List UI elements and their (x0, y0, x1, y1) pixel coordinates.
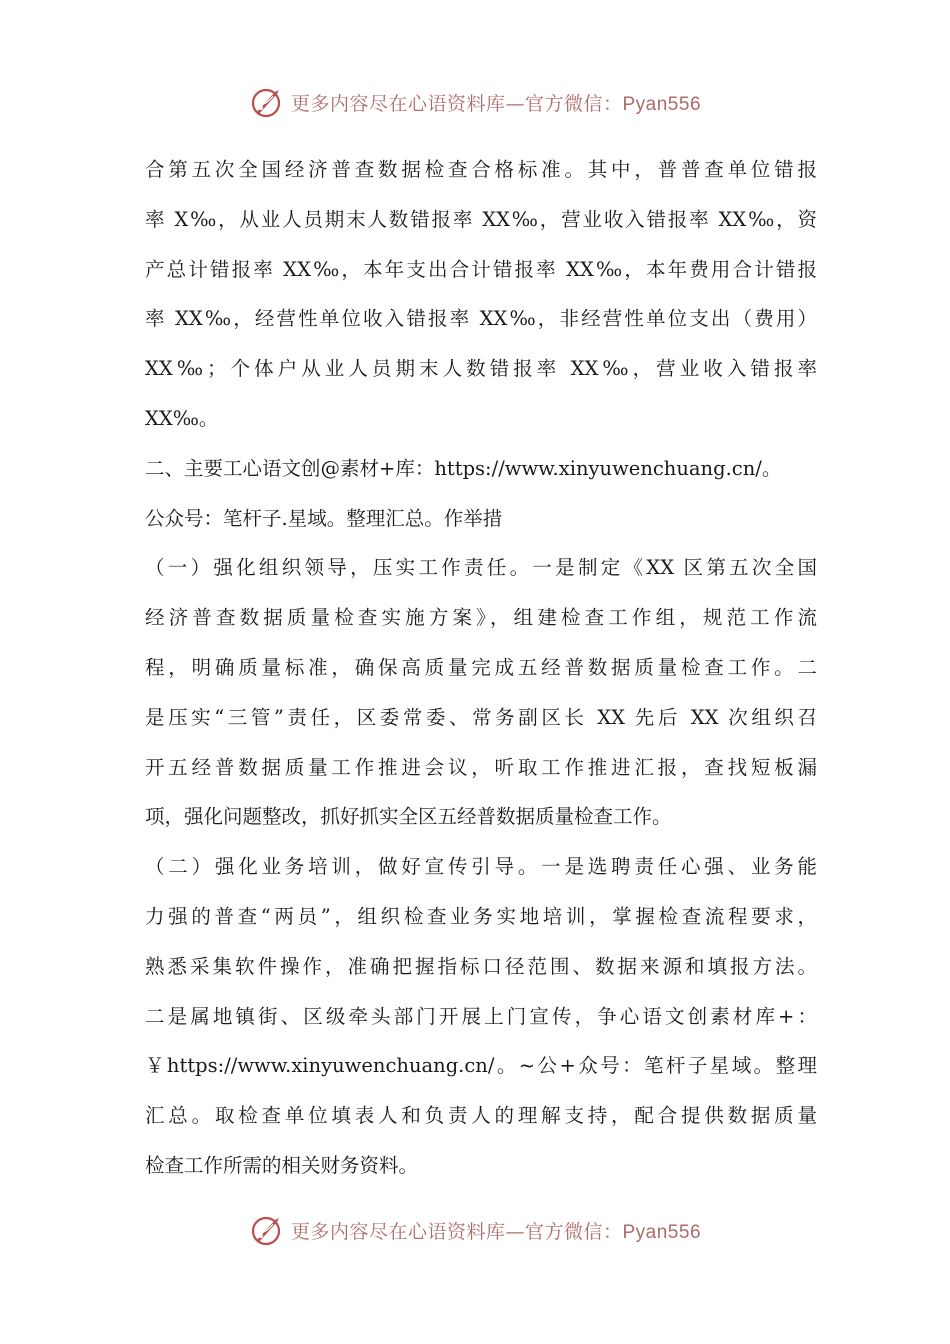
body-line: 熟悉采集软件操作，准确把握指标口径范围、数据来源和填报方法。 (145, 954, 817, 978)
body-line: 合第五次全国经济普查数据检查合格标准。其中，普普查单位错报 (145, 158, 817, 181)
header-banner-text: 更多内容尽在心语资料库—官方微信：Pyan556 (290, 92, 702, 115)
body-line: 项，强化问题整改，抓好抓实全区五经普数据质量检查工作。 (145, 805, 672, 829)
quill-pen-seal-icon (249, 1212, 285, 1248)
body-line: ￥https://www.xinyuwenchuang.cn/。~公+众号：笔杆子星域。整理 (145, 1054, 817, 1078)
document-body (145, 145, 817, 1191)
quill-pen-seal-icon (249, 84, 285, 120)
body-line: 二、主要工心语文创@素材+库：https://www.xinyuwenchuang.cn/。 (145, 456, 782, 480)
body-line: 率 X‰，从业人员期末人数错报率 XX‰，营业收入错报率 XX‰，资 (145, 207, 817, 231)
footer-banner (0, 1208, 950, 1252)
header-banner (0, 80, 950, 124)
body-line: 汇总。取检查单位填表人和负责人的理解支持，配合提供数据质量 (145, 1104, 817, 1128)
body-line: 力强的普查“两员”，组织检查业务实地培训，掌握检查流程要求， (145, 904, 817, 928)
body-line: XX‰；个体户从业人员期末人数错报率 XX‰，营业收入错报率 (145, 357, 817, 381)
body-line: （二）强化业务培训，做好宣传引导。一是选聘责任心强、业务能 (145, 855, 817, 879)
footer-banner-text: 更多内容尽在心语资料库—官方微信：Pyan556 (290, 1220, 702, 1243)
body-line: 二是属地镇街、区级牵头部门开展上门宣传，争心语文创素材库+： (145, 1004, 817, 1028)
body-line: 程，明确质量标准，确保高质量完成五经普数据质量检查工作。二 (145, 655, 817, 679)
body-line: XX‰。 (145, 406, 219, 430)
body-line: 开五经普数据质量工作推进会议，听取工作推进汇报，查找短板漏 (145, 755, 817, 779)
body-line: 经济普查数据质量检查实施方案》，组建检查工作组，规范工作流 (145, 606, 817, 630)
body-line: 率 XX‰，经营性单位收入错报率 XX‰，非经营性单位支出（费用） (145, 307, 817, 331)
body-line: 是压实“三管”责任，区委常委、常务副区长 XX 先后 XX 次组织召 (145, 705, 817, 729)
body-line: 产总计错报率 XX‰，本年支出合计错报率 XX‰，本年费用合计错报 (145, 257, 817, 281)
body-line: 公众号：笔杆子.星域。整理汇总。作举措 (145, 506, 503, 530)
body-line: （一）强化组织领导，压实工作责任。一是制定《XX 区第五次全国 (145, 556, 817, 580)
body-line: 检查工作所需的相关财务资料。 (145, 1153, 419, 1177)
